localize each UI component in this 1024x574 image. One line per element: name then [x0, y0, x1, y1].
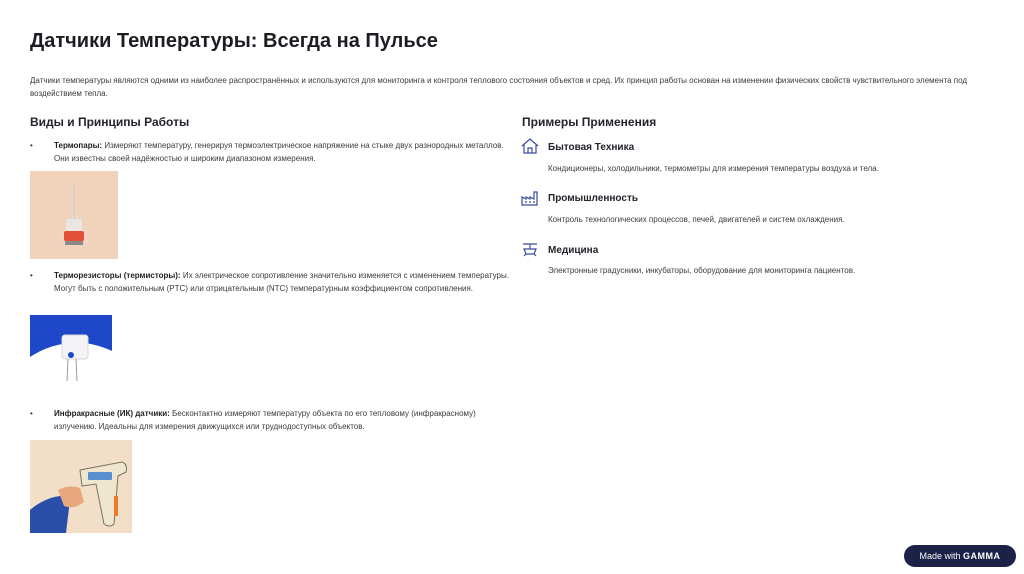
- item-text: Их электрическое сопротивление значительно изменяется с изменением температуры. Могут быть с положительным (PTC) или отрицательным (NTC) температурным коэффициентом сопротивления.: [54, 271, 509, 293]
- thermocouple-image: [30, 171, 118, 259]
- hospital-bed-icon: [521, 241, 539, 257]
- application-description: Электронные градусники, инкубаторы, оборудование для мониторинга пациентов.: [548, 266, 856, 275]
- intro-paragraph: Датчики температуры являются одними из наиболее распространённых и используются для мониторинга и контроля теплового состояния объектов и сред. Их принцип работы основан на изменении физических свойств чувствительного элемента под воздействием тепла.: [30, 76, 968, 98]
- application-title: Медицина: [548, 245, 599, 256]
- page-title: Датчики Температуры: Всегда на Пульсе: [30, 30, 438, 52]
- item-term: Терморезисторы (термисторы):: [54, 271, 181, 280]
- application-title: Промышленность: [548, 193, 638, 204]
- bullet-marker: •: [30, 271, 33, 280]
- bullet-marker: •: [30, 141, 33, 150]
- application-description: Кондиционеры, холодильники, термометры для измерения температуры воздуха и тела.: [548, 164, 879, 173]
- bullet-marker: •: [30, 409, 33, 418]
- ir-thermometer-image: [30, 440, 132, 533]
- application-description: Контроль технологических процессов, печей, двигателей и систем охлаждения.: [548, 215, 845, 224]
- applications-heading: Примеры Применения: [522, 115, 657, 129]
- item-text: Бесконтактно измеряют температуру объекта по его тепловому (инфракрасному) излучению. Идеальны для измерения движущихся или труднодоступных объектов.: [54, 409, 476, 431]
- item-text: Измеряют температуру, генерируя термоэлектрическое напряжение на стыке двух разнородных металлов. Они известны своей надёжностью и широким диапазоном измерения.: [54, 141, 504, 163]
- gamma-logo: GAMMA: [963, 551, 1001, 561]
- application-title: Бытовая Техника: [548, 142, 635, 153]
- factory-icon: [521, 190, 539, 206]
- made-with-gamma-badge[interactable]: [904, 545, 1016, 567]
- item-term: Термопары:: [54, 141, 103, 150]
- house-icon: [521, 138, 539, 154]
- badge-prefix: Made with: [919, 551, 961, 561]
- item-term: Инфракрасные (ИК) датчики:: [54, 409, 170, 418]
- types-heading: Виды и Принципы Работы: [30, 115, 190, 129]
- thermistor-image: [30, 315, 112, 390]
